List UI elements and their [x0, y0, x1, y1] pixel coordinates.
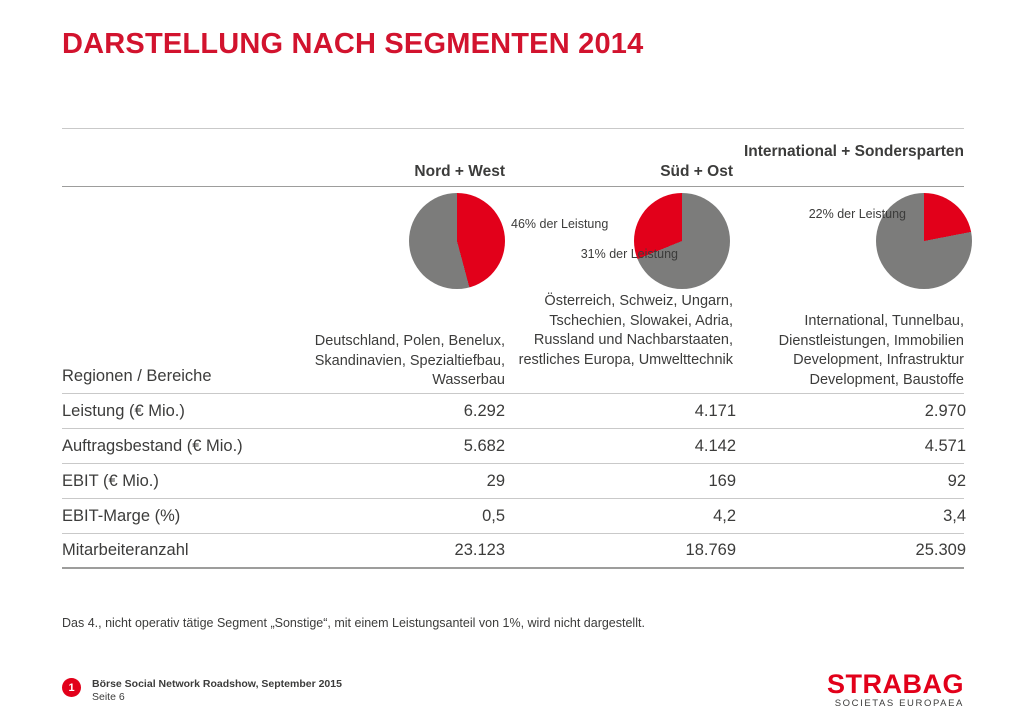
pie-chart-nord-west: [409, 193, 505, 289]
table-row: [62, 362, 964, 394]
column-header-sued-ost: Süd + Ost: [660, 163, 733, 180]
row-value: 169: [708, 472, 736, 490]
row-value: 4.142: [694, 437, 736, 455]
page-title: DARSTELLUNG NACH SEGMENTEN 2014: [62, 28, 644, 60]
column-header-international: International + Sondersparten: [743, 143, 964, 160]
table-row: [62, 464, 964, 499]
pie-label-sued-ost: 31% der Leistung: [580, 247, 678, 261]
row-value: [300, 386, 506, 393]
table-row: [62, 534, 964, 569]
row-label: Mitarbeiteranzahl: [62, 541, 189, 559]
table-row: [62, 429, 964, 464]
pie-label-nord-west: 46% der Leistung: [511, 217, 609, 231]
row-value: 25.309: [915, 541, 966, 559]
row-value: 4,2: [713, 507, 736, 525]
divider-top: [62, 128, 964, 129]
divider-header: [62, 186, 964, 187]
row-value: 0,5: [482, 507, 505, 525]
segments-table: [62, 362, 964, 569]
column-description-nord-west: Deutschland, Polen, Benelux, Skandinavien, Spezialtiefbau, Wasserbau: [314, 333, 505, 388]
footer-line-1: Börse Social Network Roadshow, September 2015: [92, 678, 342, 690]
strabag-logo: [827, 670, 964, 710]
footer-text: [92, 678, 342, 704]
row-value: 4.571: [924, 437, 966, 455]
row-label: EBIT (€ Mio.): [62, 472, 159, 490]
row-value: 3,4: [943, 507, 966, 525]
logo-wordmark: STRABAG: [827, 669, 964, 699]
footer-line-2: Seite 6: [92, 691, 125, 703]
row-value: 23.123: [454, 541, 505, 559]
logo-subtitle: SOCIETAS EUROPAEA: [834, 698, 964, 709]
column-header-nord-west: Nord + West: [414, 163, 505, 180]
column-description-international: International, Tunnelbau, Dienstleistungen, Immobilien Development, Infrastruktur Development, Baustoffe: [778, 313, 964, 388]
row-label: Auftragsbestand (€ Mio.): [62, 437, 243, 455]
page-badge: 1: [62, 678, 81, 697]
row-value: 6.292: [463, 402, 505, 420]
row-label: Regionen / Bereiche: [62, 367, 212, 385]
row-value: 4.171: [694, 402, 736, 420]
column-description-sued-ost: Österreich, Schweiz, Ungarn, Tschechien, Slowakei, Adria, Russland und Nachbarstaaten, restliches Europa, Umwelttechnik: [518, 293, 733, 368]
row-value: 2.970: [924, 402, 966, 420]
row-value: 29: [486, 472, 505, 490]
row-value: [506, 386, 737, 393]
row-value: [737, 386, 967, 393]
pie-chart-sued-ost: [634, 193, 730, 289]
row-value: 18.769: [685, 541, 736, 559]
row-value: 92: [947, 472, 966, 490]
pie-label-international: 22% der Leistung: [808, 207, 906, 221]
row-label: EBIT-Marge (%): [62, 507, 181, 525]
table-row: [62, 499, 964, 534]
footnote: Das 4., nicht operativ tätige Segment „Sonstige“, mit einem Leistungsanteil von 1%, wird nicht dargestellt.: [62, 616, 645, 630]
row-label: Leistung (€ Mio.): [62, 402, 185, 420]
row-value: 5.682: [463, 437, 505, 455]
table-row: [62, 394, 964, 429]
